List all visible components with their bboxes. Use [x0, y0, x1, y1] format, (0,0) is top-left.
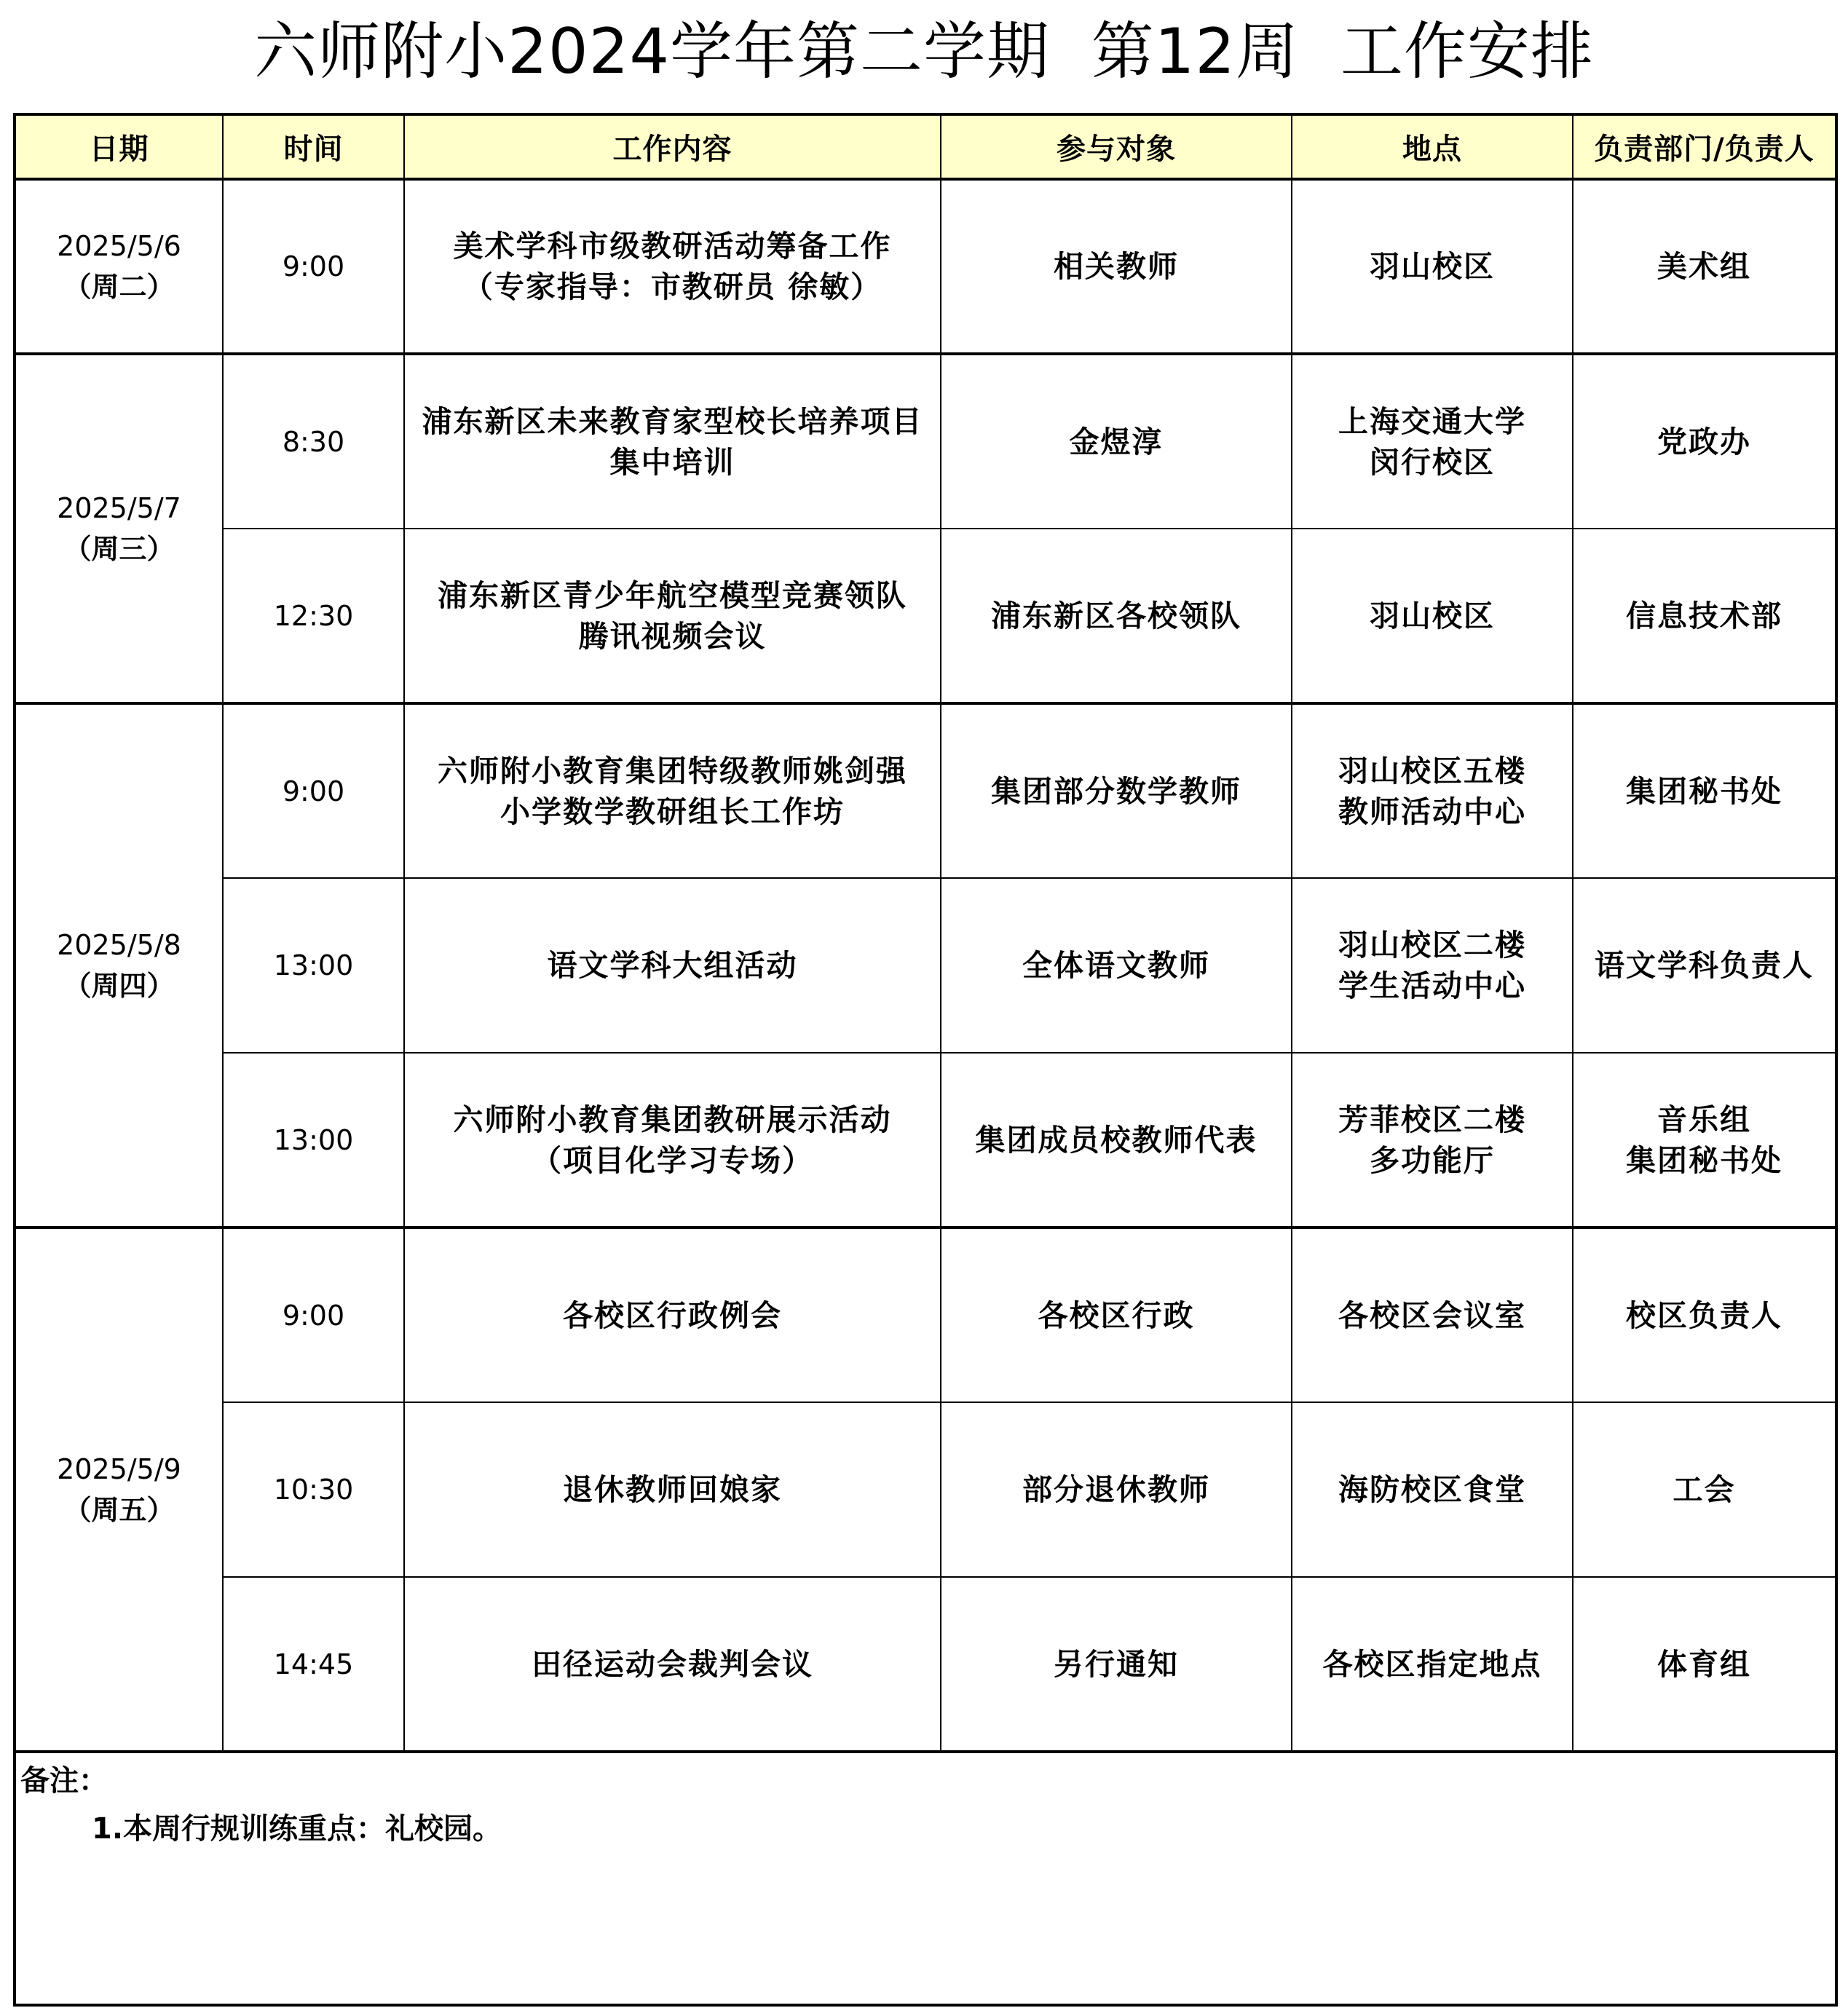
- date-cell: [15, 354, 223, 703]
- participants-cell: 金煜淳: [941, 354, 1292, 529]
- location-cell: [1292, 179, 1573, 354]
- time-cell: 9:00: [223, 179, 404, 354]
- content-line: 集中培训: [609, 444, 735, 480]
- participants-cell: 浦东新区各校领队: [941, 529, 1292, 703]
- notes-row: [15, 1752, 1836, 2005]
- location-cell: [1292, 1577, 1573, 1752]
- dept-line: 音乐组: [1657, 1102, 1751, 1137]
- header-row: [15, 114, 1836, 179]
- content-cell: [404, 354, 941, 529]
- content-line: 六师附小教育集团特级教师姚剑强: [438, 753, 907, 788]
- dept-line: 集团秘书处: [1626, 1142, 1782, 1178]
- dept-cell: [1573, 354, 1836, 529]
- table-row: [15, 354, 1836, 529]
- location-line: 各校区会议室: [1338, 1297, 1526, 1333]
- dept-cell: [1573, 703, 1836, 878]
- time-cell: 13:00: [223, 878, 404, 1053]
- content-line: 浦东新区未来教育家型校长培养项目: [422, 403, 923, 439]
- content-cell: [404, 1402, 941, 1577]
- content-line: （专家指导：市教研员 徐敏）: [462, 269, 882, 304]
- weekday: （周二）: [63, 271, 175, 303]
- content-line: 田径运动会裁判会议: [532, 1646, 813, 1682]
- table-row: [15, 529, 1836, 703]
- content-cell: [404, 1053, 941, 1228]
- notes-cell: [15, 1752, 1836, 2005]
- location-line: 羽山校区二楼: [1338, 928, 1526, 962]
- location-line: 芳菲校区二楼: [1338, 1102, 1526, 1137]
- dept-cell: [1573, 179, 1836, 354]
- notes-item: 1.本周行规训练重点：礼校园。: [92, 1812, 502, 1846]
- content-line: 小学数学教研组长工作坊: [500, 794, 845, 829]
- page-title: 六师附小2024学年第二学期 第12周 工作安排: [254, 15, 1594, 88]
- table-row: [15, 1228, 1836, 1402]
- content-cell: [404, 179, 941, 354]
- table-row: [15, 1402, 1836, 1577]
- dept-cell: [1573, 529, 1836, 703]
- time-cell: 12:30: [223, 529, 404, 703]
- participants-cell: 集团部分数学教师: [941, 703, 1292, 878]
- dept-line: 集团秘书处: [1626, 773, 1782, 809]
- time-cell: 13:00: [223, 1053, 404, 1228]
- weekday: （周三）: [63, 533, 175, 565]
- location-line: 闵行校区: [1370, 444, 1495, 480]
- header-content: 工作内容: [404, 114, 941, 179]
- location-line: 教师活动中心: [1338, 794, 1526, 829]
- content-line: 各校区行政例会: [563, 1297, 782, 1333]
- content-line: 浦东新区青少年航空模型竞赛领队: [438, 577, 907, 613]
- time-cell: 9:00: [223, 703, 404, 878]
- date-cell: [15, 179, 223, 354]
- location-cell: [1292, 878, 1573, 1053]
- location-line: 多功能厅: [1370, 1142, 1495, 1178]
- content-line: 六师附小教育集团教研展示活动: [453, 1102, 892, 1137]
- dept-line: 语文学科负责人: [1595, 948, 1814, 983]
- table-row: [15, 878, 1836, 1053]
- notes-label: 备注：: [20, 1764, 108, 1798]
- location-line: 羽山校区五楼: [1338, 753, 1526, 788]
- schedule-table: [13, 113, 1838, 2007]
- dept-line: 信息技术部: [1626, 598, 1782, 633]
- content-line: 退休教师回娘家: [563, 1472, 782, 1507]
- location-line: 各校区指定地点: [1322, 1646, 1542, 1682]
- table-row: [15, 179, 1836, 354]
- header-time: 时间: [223, 114, 404, 179]
- location-line: 学生活动中心: [1338, 968, 1526, 1003]
- content-cell: [404, 703, 941, 878]
- weekday: （周五）: [63, 1494, 175, 1526]
- location-line: 羽山校区: [1370, 598, 1495, 633]
- participants-cell: 另行通知: [941, 1577, 1292, 1752]
- header-participants: 参与对象: [941, 114, 1292, 179]
- header-dept: 负责部门/负责人: [1573, 114, 1836, 179]
- table-row: [15, 703, 1836, 878]
- header-location: 地点: [1292, 114, 1573, 179]
- time-cell: 8:30: [223, 354, 404, 529]
- participants-cell: 部分退休教师: [941, 1402, 1292, 1577]
- location-cell: [1292, 1228, 1573, 1402]
- location-cell: [1292, 703, 1573, 878]
- weekday: （周四）: [63, 970, 175, 1002]
- date: 2025/5/8: [57, 929, 181, 961]
- date: 2025/5/9: [57, 1453, 181, 1485]
- date-cell: [15, 703, 223, 1228]
- participants-cell: 相关教师: [941, 179, 1292, 354]
- dept-line: 工会: [1673, 1472, 1736, 1507]
- participants-cell: 各校区行政: [941, 1228, 1292, 1402]
- content-cell: [404, 878, 941, 1053]
- date: 2025/5/6: [57, 230, 181, 262]
- content-line: 腾讯视频会议: [578, 618, 767, 654]
- header-date: 日期: [15, 114, 223, 179]
- dept-cell: [1573, 1402, 1836, 1577]
- content-cell: [404, 1228, 941, 1402]
- dept-line: 校区负责人: [1626, 1297, 1782, 1333]
- location-line: 羽山校区: [1370, 249, 1495, 284]
- content-cell: [404, 529, 941, 703]
- location-line: 上海交通大学: [1338, 403, 1526, 439]
- location-cell: [1292, 1053, 1573, 1228]
- dept-cell: [1573, 1228, 1836, 1402]
- time-cell: 14:45: [223, 1577, 404, 1752]
- location-cell: [1292, 529, 1573, 703]
- dept-line: 体育组: [1657, 1646, 1751, 1682]
- content-cell: [404, 1577, 941, 1752]
- content-line: 美术学科市级教研活动筹备工作: [453, 229, 892, 264]
- participants-cell: 全体语文教师: [941, 878, 1292, 1053]
- location-cell: [1292, 1402, 1573, 1577]
- location-line: 海防校区食堂: [1338, 1472, 1526, 1507]
- location-cell: [1292, 354, 1573, 529]
- time-cell: 10:30: [223, 1402, 404, 1577]
- dept-cell: [1573, 1577, 1836, 1752]
- dept-cell: [1573, 878, 1836, 1053]
- content-line: （项目化学习专场）: [532, 1142, 813, 1178]
- content-line: 语文学科大组活动: [547, 948, 798, 983]
- table-row: [15, 1577, 1836, 1752]
- dept-cell: [1573, 1053, 1836, 1228]
- table-row: [15, 1053, 1836, 1228]
- participants-cell: 集团成员校教师代表: [941, 1053, 1292, 1228]
- dept-line: 党政办: [1657, 424, 1751, 459]
- date: 2025/5/7: [57, 492, 181, 524]
- date-cell: [15, 1228, 223, 1752]
- time-cell: 9:00: [223, 1228, 404, 1402]
- dept-line: 美术组: [1657, 249, 1751, 284]
